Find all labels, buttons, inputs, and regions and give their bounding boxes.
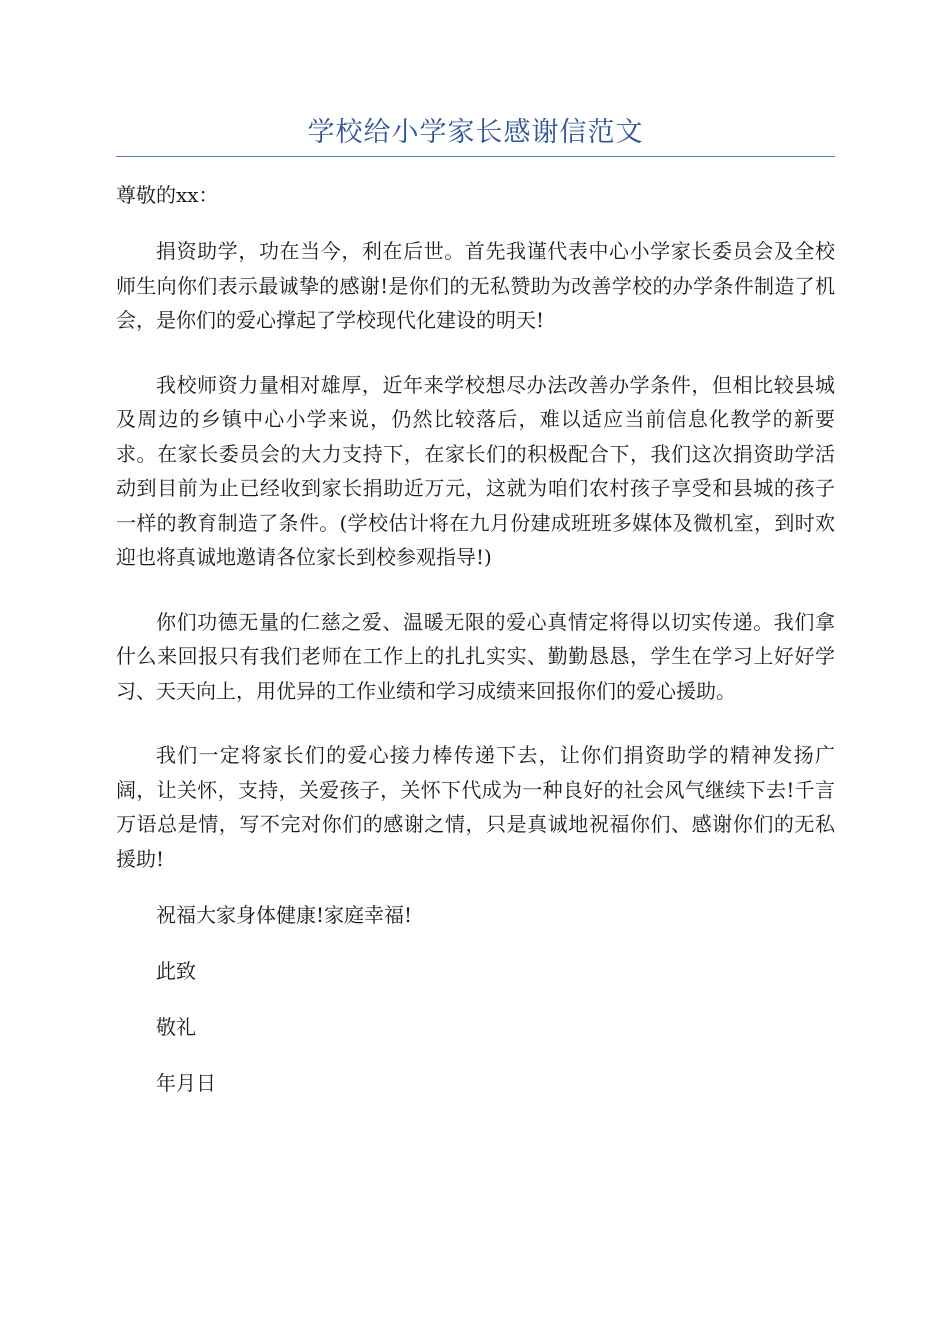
letter-body — [116, 176, 835, 1100]
salutation: 尊敬的xx： — [116, 183, 219, 207]
date-line: 年月日 — [156, 1071, 216, 1095]
paragraph-1: 捐资助学，功在当今，利在后世。首先我谨代表中心小学家长委员会及全校师生向你们表示最诚挚的感谢!是你们的无私赞助为改善学校的办学条件制造了机会，是你们的爱心撑起了学校现代化建设的明天! — [116, 239, 835, 332]
wishes-line: 祝福大家身体健康!家庭幸福! — [156, 903, 413, 927]
paragraph-2: 我校师资力量相对雄厚，近年来学校想尽办法改善办学条件，但相比较县城及周边的乡镇中心小学来说，仍然比较落后，难以适应当前信息化教学的新要求。在家长委员会的大力支持下，在家长们的积极配合下，我们这次捐资助学活动到目前为止已经收到家长捐助近万元，这就为咱们农村孩子享受和县城的孩子一样的教育制造了条件。(学校估计将在九月份建成班班多媒体及微机室，到时欢迎也将真诚地邀请各位家长到校参观指导!) — [116, 372, 835, 569]
paragraph-4: 我们一定将家长们的爱心接力棒传递下去，让你们捐资助学的精神发扬广阔，让关怀，支持，关爱孩子，关怀下代成为一种良好的社会风气继续下去!千言万语总是情，写不完对你们的感谢之情，只是真诚地祝福你们、感谢你们的无私援助! — [116, 743, 835, 871]
closing-cizhi: 此致 — [156, 959, 196, 983]
paragraph-3: 你们功德无量的仁慈之爱、温暖无限的爱心真情定将得以切实传递。我们拿什么来回报只有我们老师在工作上的扎扎实实、勤勤恳恳，学生在学习上好好学习、天天向上，用优异的工作业绩和学习成绩来回报你们的爱心援助。 — [116, 609, 835, 703]
document-title: 学校给小学家长感谢信范文 — [307, 117, 644, 148]
closing-jingli: 敬礼 — [156, 1015, 196, 1039]
title-block — [116, 110, 835, 157]
